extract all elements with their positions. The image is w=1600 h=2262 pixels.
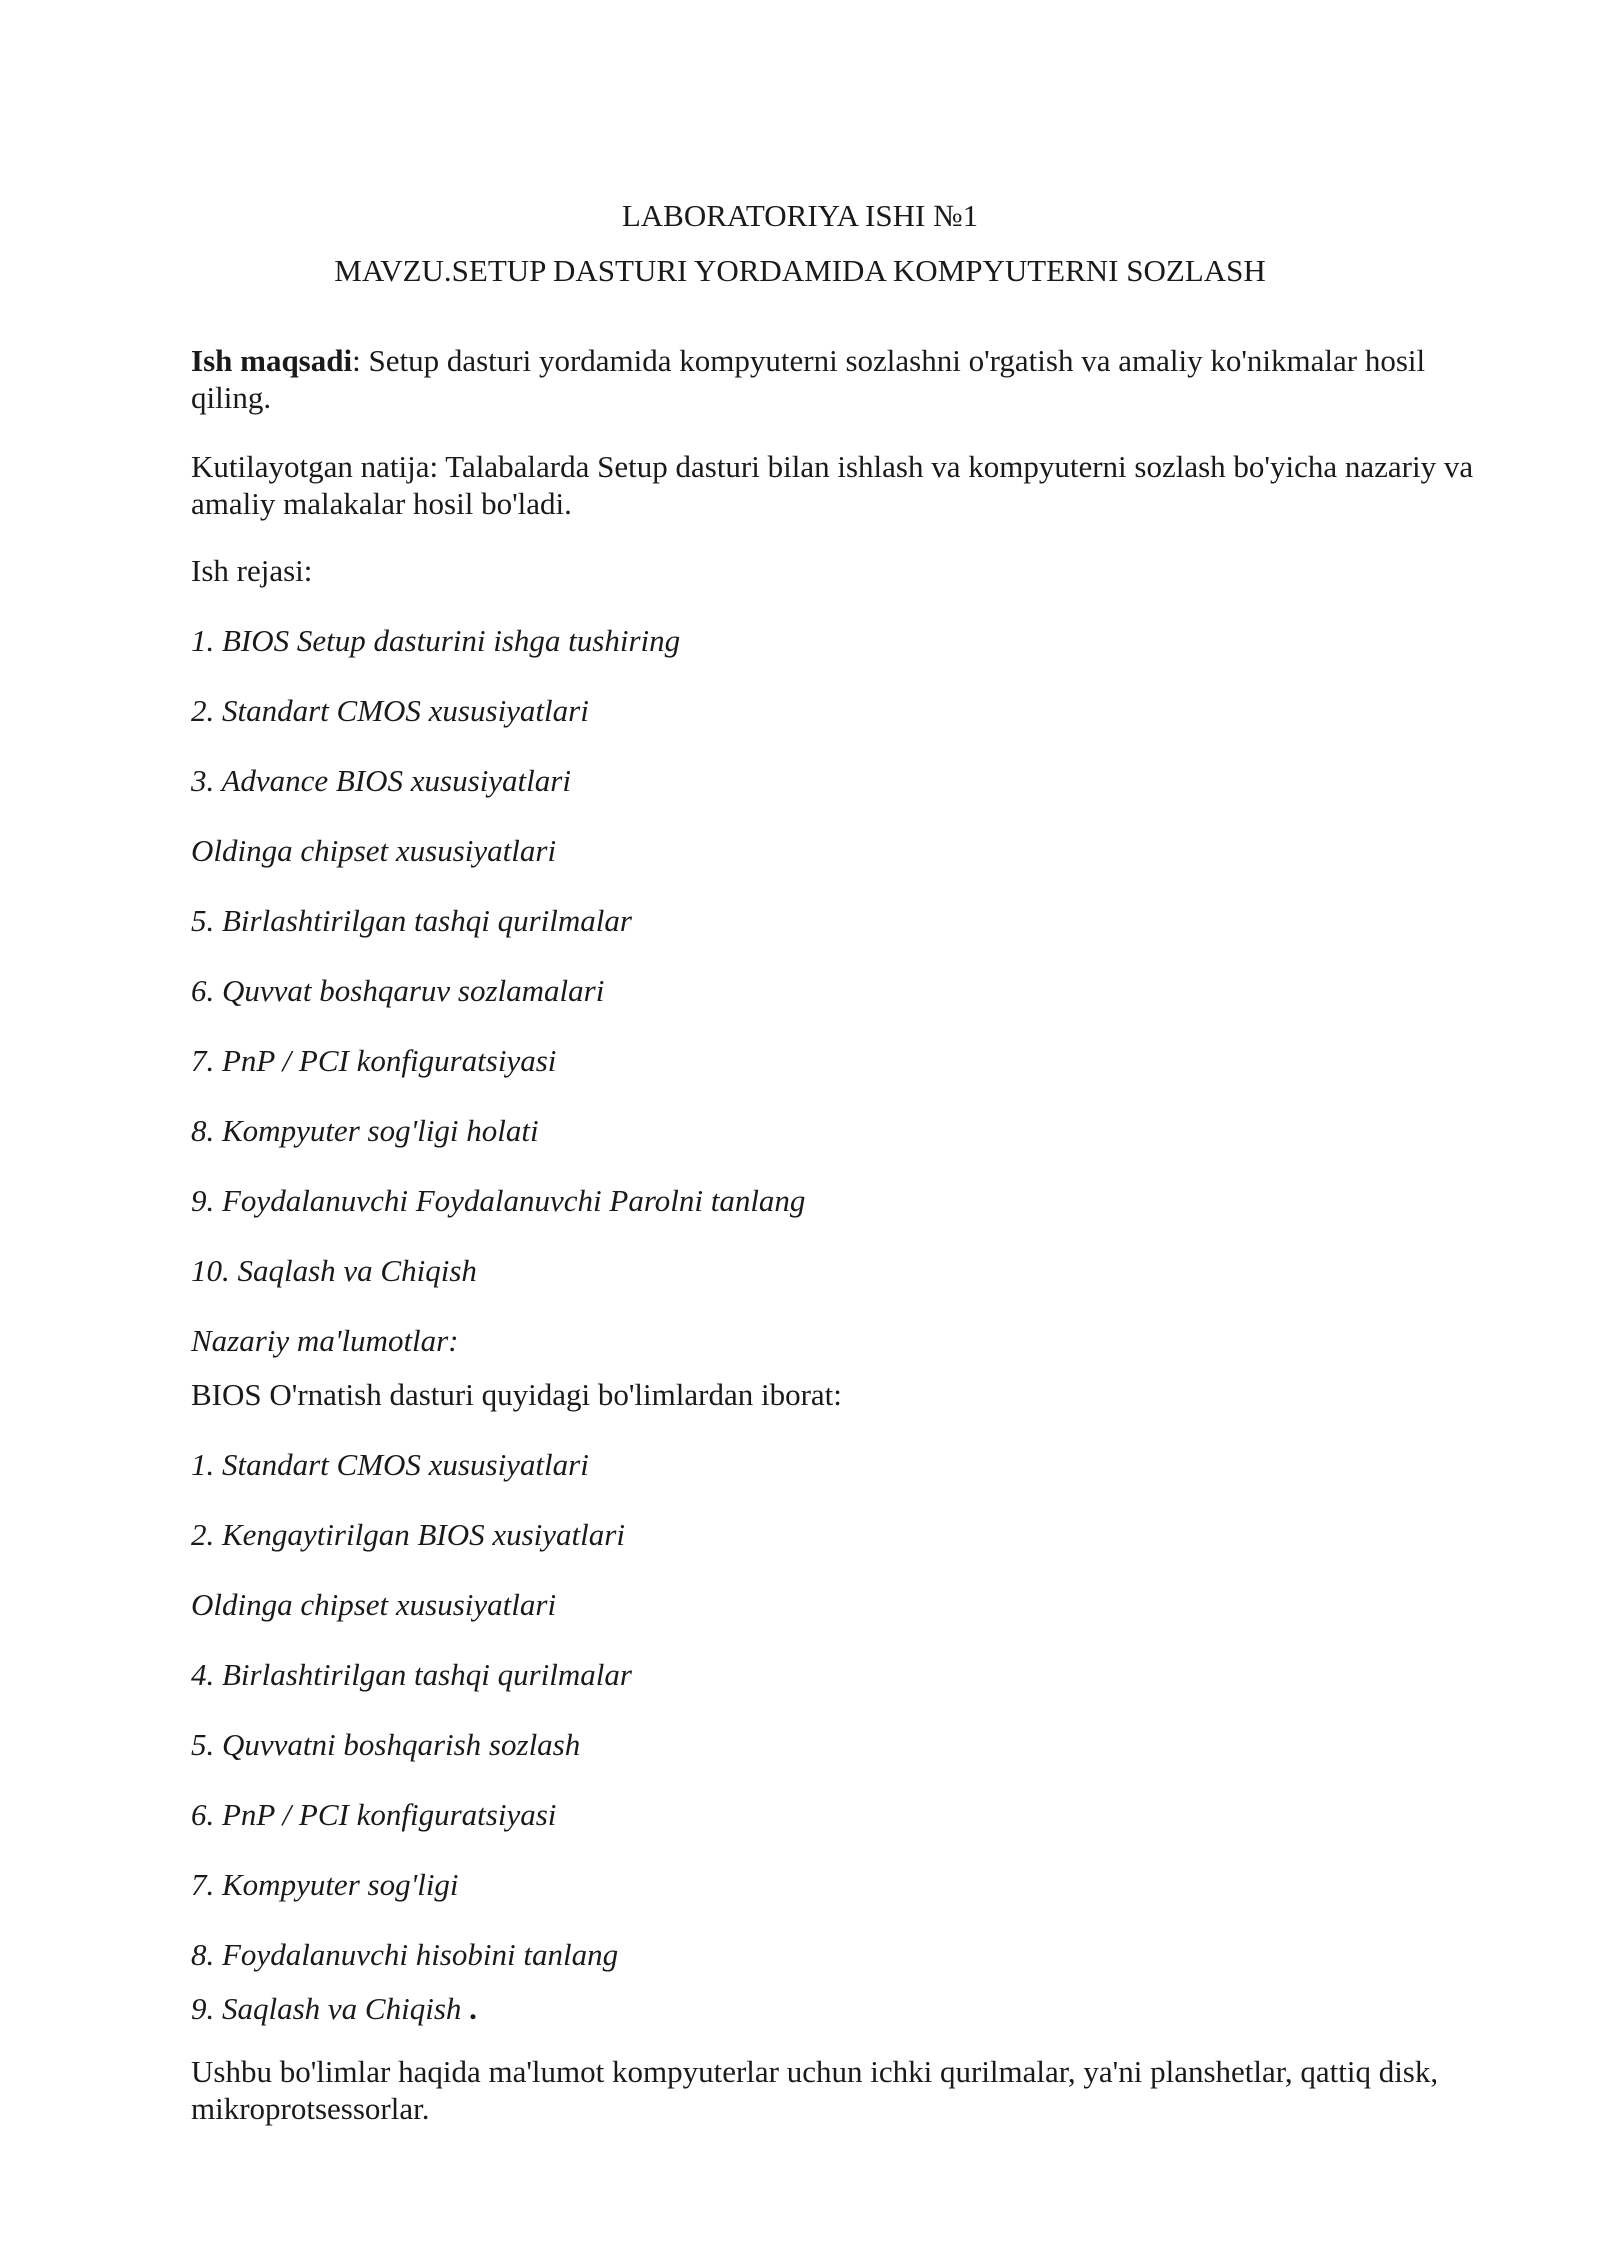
theory-item-suffix: . (469, 1991, 477, 2026)
plan-item: 6. Quvvat boshqaruv sozlamalari (191, 973, 605, 1008)
document-subtitle: MAVZU.SETUP DASTURI YORDAMIDA KOMPYUTERNI SOZLASH (334, 253, 1266, 288)
expected-result-paragraph: Kutilayotgan natija: Talabalarda Setup dasturi bilan ishlash va kompyuterni sozlash bo'yicha nazariy va amaliy malakalar hosil bo'ladi. (191, 449, 1474, 521)
plan-item: 3. Advance BIOS xususiyatlari (191, 763, 571, 798)
aim-label: Ish maqsadi (191, 343, 353, 378)
theory-item: Oldinga chipset xususiyatlari (191, 1587, 557, 1622)
theory-intro: BIOS O'rnatish dasturi quyidagi bo'limlardan iborat: (191, 1377, 842, 1412)
plan-item: 8. Kompyuter sog'ligi holati (191, 1113, 539, 1148)
plan-item: 10. Saqlash va Chiqish (191, 1253, 477, 1288)
aim-text: : Setup dasturi yordamida kompyuterni sozlashni o'rgatish va amaliy ko'nikmalar hosil qiling. (191, 343, 1426, 415)
theory-label: Nazariy ma'lumotlar: (191, 1323, 459, 1358)
plan-item: 7. PnP / PCI konfiguratsiyasi (191, 1043, 557, 1078)
plan-label: Ish rejasi: (191, 553, 313, 588)
document-title: LABORATORIYA ISHI №1 (621, 198, 979, 233)
plan-item: 2. Standart CMOS xususiyatlari (191, 693, 589, 728)
plan-item: 5. Birlashtirilgan tashqi qurilmalar (191, 903, 632, 938)
theory-item: 1. Standart CMOS xususiyatlari (191, 1447, 589, 1482)
theory-item: 8. Foydalanuvchi hisobini tanlang (191, 1937, 619, 1972)
theory-item: 4. Birlashtirilgan tashqi qurilmalar (191, 1657, 632, 1692)
plan-item: 1. BIOS Setup dasturini ishga tushiring (191, 623, 681, 658)
plan-item: Oldinga chipset xususiyatlari (191, 833, 557, 868)
theory-item: 7. Kompyuter sog'ligi (191, 1867, 459, 1902)
theory-item: 2. Kengaytirilgan BIOS xusiyatlari (191, 1517, 625, 1552)
closing-paragraph: Ushbu bo'limlar haqida ma'lumot kompyuterlar uchun ichki qurilmalar, ya'ni planshetlar, qattiq disk, mikroprotsessorlar. (191, 2054, 1439, 2126)
theory-item: 6. PnP / PCI konfiguratsiyasi (191, 1797, 557, 1832)
aim-paragraph (191, 342, 1491, 416)
plan-item: 9. Foydalanuvchi Foydalanuvchi Parolni tanlang (191, 1183, 806, 1218)
theory-item-last (191, 1990, 477, 2027)
theory-item: 5. Quvvatni boshqarish sozlash (191, 1727, 581, 1762)
theory-item: 9. Saqlash va Chiqish (191, 1991, 462, 2026)
